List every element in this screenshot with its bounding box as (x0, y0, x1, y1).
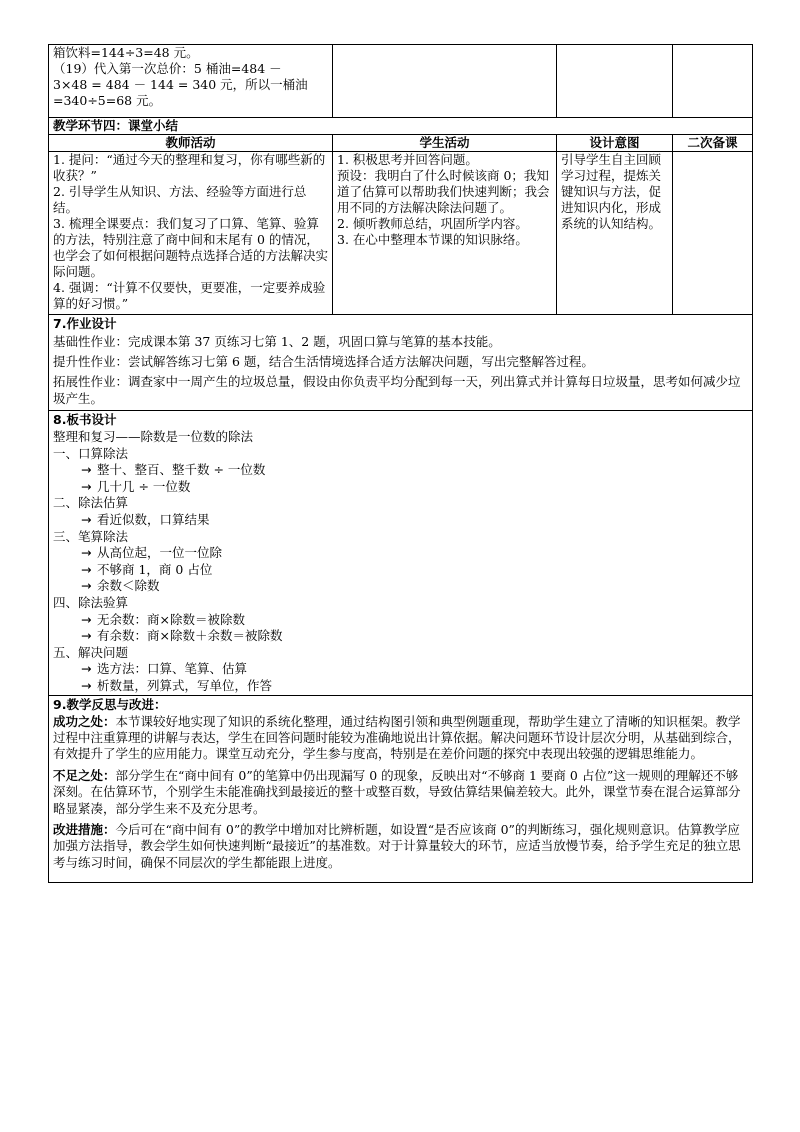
board-section-label: 五、解决问题 (53, 644, 129, 660)
board-item-text: 几十几 ÷ 一位数 (97, 478, 191, 494)
homework-advanced: 提升性作业：尝试解答练习七第 6 题，结合生活情境选择合适方法解决问题，写出完整解答过程。 (53, 354, 594, 369)
board-section-label: 二、除法估算 (53, 495, 129, 511)
header-second-prep: 二次备课 (673, 135, 753, 152)
lesson-plan-table (48, 44, 753, 883)
header-student: 学生活动 (333, 135, 557, 152)
arrow-icon: → (81, 611, 92, 627)
arrow-icon: → (81, 478, 92, 494)
reflection-section (49, 695, 753, 882)
shortfall-text: 部分学生在“商中间有 0”的笔算中仍出现漏写 0 的现象，反映出对“不够商 1 要商 0 占位”这一规则的理解还不够深刻。在估算环节，个别学生未能准确找到最接近的整十或整百数，导致估算结果偏差较大。此外，课堂节奏在混合运算部分略显紧凑，部分学生来不及充分思考。 (53, 767, 741, 816)
section4-title: 教学环节四：课堂小结 (49, 118, 753, 135)
board-item-text: 无余数：商×除数＝被除数 (97, 611, 245, 627)
board-item (53, 479, 748, 496)
teacher-activity-cell (49, 152, 333, 315)
board-item-text: 析数量，列算式，写单位，作答 (97, 677, 273, 693)
reflection-title: 9.教学反思与改进： (53, 696, 167, 712)
reflection-shortfall (53, 768, 748, 817)
design-intent-cell (557, 152, 673, 315)
improve-label: 改进措施： (53, 821, 116, 837)
arrow-icon: → (81, 462, 92, 478)
continuation-cell (49, 45, 333, 118)
continuation-row (49, 45, 753, 118)
reflection-success (53, 714, 748, 763)
success-label: 成功之处： (53, 713, 116, 729)
section4-content-row (49, 152, 753, 315)
board-title: 8.板书设计 (53, 412, 117, 427)
homework-section (49, 315, 753, 411)
board-section-label: 一、口算除法 (53, 445, 129, 461)
board-item-text: 选方法：口算、笔算、估算 (97, 661, 248, 677)
arrow-icon: → (81, 628, 92, 644)
arrow-icon: → (81, 578, 92, 594)
homework-extension: 拓展性作业：调查家中一周产生的垃圾总量，假设由你负责平均分配到每一天，列出算式并计算每日垃圾量，思考如何减少垃圾产生。 (53, 374, 741, 406)
board-section-label: 四、除法验算 (53, 594, 129, 610)
board-item-text: 不够商 1，商 0 占位 (97, 561, 213, 577)
section4-header-row (49, 135, 753, 152)
calc-line: =340÷5=68 元。 (53, 93, 162, 108)
student-item: 2. 倾听教师总结，巩固所学内容。 (337, 216, 528, 231)
board-item (53, 661, 748, 678)
student-item: 预设：我明白了什么时候该商 0；我知道了估算可以帮助我们快速判断；我会用不同的方法解决除法问题了。 (337, 168, 550, 215)
improve-text: 今后可在“商中间有 0”的教学中增加对比辨析题，如设置“是否应该商 0”的判断练习，强化规则意识。估算教学应加强方法指导，教会学生如何快速判断“最接近”的基准数。对于计算量较大的环节，应适当放慢节奏，给予学生充足的独立思考与练习时间，确保不同层次的学生都能跟上进度。 (53, 821, 741, 870)
design-intent-text: 引导学生自主回顾学习过程，提炼关键知识与方法，促进知识内化，形成系统的认知结构。 (561, 152, 662, 231)
arrow-icon: → (81, 561, 92, 577)
board-item-text: 余数＜除数 (97, 578, 160, 594)
student-activity-cell (333, 152, 557, 315)
success-text: 本节课较好地实现了知识的系统化整理，通过结构图引领和典型例题重现，帮助学生建立了清晰的知识框架。教学过程中注重算理的讲解与表达，学生在回答问题时能较为准确地说出计算依据。解决问题环节设计层次分明，从基础到综合，有效提升了学生的应用能力。课堂互动充分，学生参与度高，特别是在差价问题的探究中表现出较强的逻辑思维能力。 (53, 713, 741, 762)
homework-title: 7.作业设计 (53, 316, 117, 331)
board-item (53, 462, 748, 479)
calc-line: 3×48 = 484 － 144 = 340 元，所以一桶油 (53, 77, 308, 92)
board-item (53, 612, 748, 629)
reflection-improve (53, 822, 748, 871)
lesson-plan-page (48, 44, 752, 883)
board-item (53, 628, 748, 645)
board-item (53, 562, 748, 579)
arrow-icon: → (81, 545, 92, 561)
student-item: 1. 积极思考并回答问题。 (337, 152, 478, 167)
board-item (53, 512, 748, 529)
board-item (53, 578, 748, 595)
board-outline (53, 446, 748, 695)
board-item-text: 有余数：商×除数＋余数＝被除数 (97, 628, 283, 644)
header-intent: 设计意图 (557, 135, 673, 152)
homework-basic: 基础性作业：完成课本第 37 页练习七第 1、2 题，巩固口算与笔算的基本技能。 (53, 334, 501, 349)
teacher-item: 2. 引导学生从知识、方法、经验等方面进行总结。 (53, 184, 307, 215)
board-item-text: 看近似数，口算结果 (97, 511, 210, 527)
arrow-icon: → (81, 511, 92, 527)
teacher-item: 1. 提问：“通过今天的整理和复习，你有哪些新的收获？” (53, 152, 326, 183)
board-item-text: 整十、整百、整千数 ÷ 一位数 (97, 462, 266, 478)
board-item (53, 545, 748, 562)
shortfall-label: 不足之处： (53, 767, 116, 783)
second-prep-cell (673, 152, 753, 315)
teacher-item: 3. 梳理全课要点：我们复习了口算、笔算、验算的方法，特别注意了商中间和末尾有 0 的情况，也学会了如何根据问题特点选择合适的方法解决实际问题。 (53, 216, 329, 279)
calc-line: 箱饮料=144÷3=48 元。 (53, 45, 199, 60)
board-item (53, 678, 748, 695)
board-design-section (49, 411, 753, 696)
teacher-item: 4. 强调：“计算不仅要快，更要准，一定要养成验算的好习惯。” (53, 280, 326, 311)
board-heading: 整理和复习——除数是一位数的除法 (53, 429, 254, 444)
arrow-icon: → (81, 661, 92, 677)
board-section-label: 三、笔算除法 (53, 528, 129, 544)
header-teacher: 教师活动 (49, 135, 333, 152)
arrow-icon: → (81, 677, 92, 693)
calc-line: （19）代入第一次总价：5 桶油=484 － (53, 61, 282, 76)
student-item: 3. 在心中整理本节课的知识脉络。 (337, 232, 528, 247)
board-item-text: 从高位起，一位一位除 (97, 545, 223, 561)
